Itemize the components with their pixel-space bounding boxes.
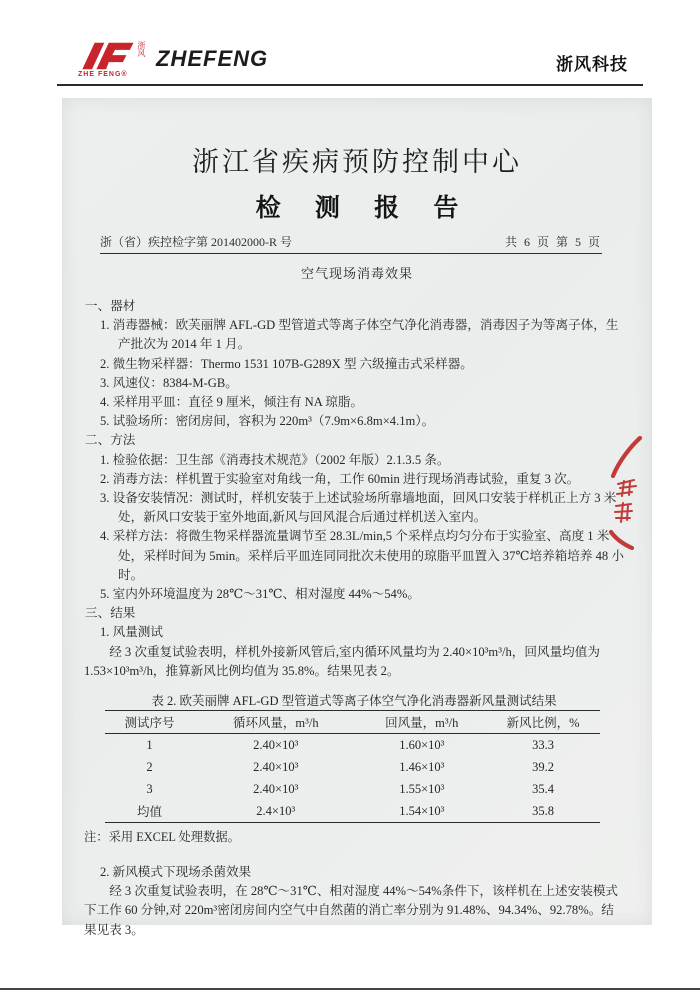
report-subtitle: 空气现场消毒效果 [300,266,413,281]
table-cell: 均值 [137,805,163,820]
brand-name: ZHEFENG [156,46,269,71]
table-cell: 2 [146,759,153,774]
table-row [105,778,600,800]
table-cell: 2.40×10³ [253,737,299,752]
result-sub2-paragraph: 经 3 次重复试验表明，在 28℃～31℃、相对湿度 44%～54%条件下，该样机在上述安装模式下工作 60 分钟,对 220m³密闭房间内空气中自然菌的消亡率分别为 91.48%、94.34%、92.78%。结果见表 3。 [84,884,619,937]
list-item: 5. 试验场所：密闭房间，容积为 220m³（7.9m×6.8m×4.1m）。 [100,414,435,429]
table-row [105,756,600,778]
logo-chinese-chars: 浙风 [137,41,146,57]
report-title: 检 测 报 告 [255,195,473,222]
spacer [62,845,652,863]
column-header: 新风比例，% [486,711,600,734]
doc-number-row [100,233,602,250]
doc-number: 浙（省）疾控检字第 201402000-R 号 [100,235,293,249]
list-item: 2. 消毒方法：样机置于实验室对角线一角，工作 60min 进行现场消毒试验，重复 3 次。 [100,471,580,486]
table-cell: 2.40×10³ [253,781,299,796]
header-divider [57,84,643,86]
result-sub1-paragraph: 经 3 次重复试验表明，样机外接新风管后,室内循环风量均为 2.40×10³m³/h，回风量均值为 1.53×10³m³/h，推算新风比例均值为 35.8%。结果见表 2。 [84,644,600,678]
table-header-row [105,711,600,734]
section-1-heading: 一、器材 [85,299,136,313]
table-cell: 33.3 [532,737,554,752]
table-cell: 3 [146,781,153,796]
list-item: 4. 采样方法：将微生物采样器流量调节至 28.3L/min,5 个采样点均匀分布于实验室、高度 1 米处，采样时间为 5min。采样后平皿连同同批次未使用的琼脂平皿置入 37℃培养箱培养 48 小时。 [100,529,624,582]
result-sub2-heading: 2. 新风模式下现场杀菌效果 [100,865,252,880]
column-header: 回风量，m³/h [357,711,486,734]
table-cell: 1.46×10³ [399,759,445,774]
table-caption: 表 2. 欧芙丽牌 AFL-GD 型管道式等离子体空气净化消毒器新风量测试结果 [151,694,557,709]
list-item: 5. 室内外环境温度为 28℃～31℃、相对湿度 44%～54%。 [100,587,420,602]
table-cell: 1.60×10³ [399,737,445,752]
report-body-2 [62,863,652,940]
list-item: 3. 设备安装情况：测试时，样机安装于上述试验场所靠墙地面，回风口安装于样机正上方 3 米处，新风口安装于室外地面,新风与回风混合后通过样机送入室内。 [100,491,617,525]
zhefeng-logo-icon [78,41,136,71]
doc-number-divider [100,253,602,254]
table-cell: 1 [146,737,153,752]
table-cell: 1.54×10³ [399,803,445,818]
company-name: 浙风科技 [556,55,628,74]
table-row [105,800,600,823]
list-item: 4. 采样用平皿：直径 9 厘米，倾注有 NA 琼脂。 [100,395,364,410]
list-item: 2. 微生物采样器：Thermo 1531 107B-G289X 型 六级撞击式采样器。 [100,356,473,371]
table-cell: 35.4 [532,781,554,796]
report-page [62,98,652,937]
airflow-result-table [105,710,600,823]
table-cell: 2.40×10³ [253,759,299,774]
column-header: 测试序号 [105,711,194,734]
list-item: 1. 检验依据：卫生部《消毒技术规范》（2002 年版）2.1.3.5 条。 [100,452,450,467]
result-sub1-heading: 1. 风量测试 [100,625,163,640]
table-cell: 2.4×10³ [256,803,296,818]
zhefeng-logo [78,41,152,83]
list-item: 1. 消毒器械：欧芙丽牌 AFL-GD 型管道式等离子体空气净化消毒器，消毒因子为等离子体，生产批次为 2014 年 1 月。 [100,318,619,352]
table-cell: 39.2 [532,759,554,774]
org-title: 浙江省疾病预防控制中心 [192,147,522,177]
letterhead [0,0,700,84]
table-note: 注：采用 EXCEL 处理数据。 [84,830,240,845]
logo-subtext: ZHE FENG® [78,71,128,78]
table-cell: 1.55×10³ [399,781,445,796]
report-body [62,297,652,681]
list-item: 3. 风速仪：8384-M-GB。 [100,375,238,390]
table-cell: 35.8 [532,803,554,818]
page-info: 共 6 页 第 5 页 [504,235,602,249]
table-row [105,734,600,757]
section-3-heading: 三、结果 [85,606,136,621]
column-header: 循环风量，m³/h [194,711,357,734]
section-2-heading: 二、方法 [85,433,136,448]
